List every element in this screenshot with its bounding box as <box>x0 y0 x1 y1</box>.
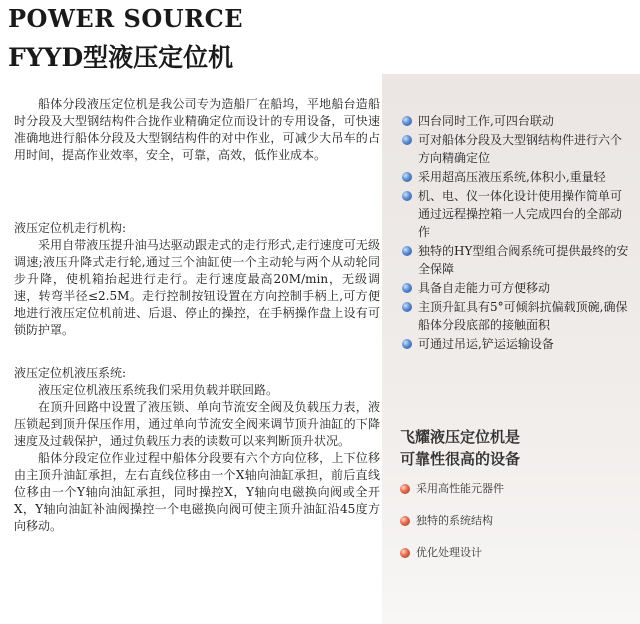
travel-paragraph: 采用自带液压提升油马达驱动跟走式的走行形式,走行速度可无级调速;液压升降式走行轮,通过三个油缸使一个主动轮与两个从动轮同步升降，使机箱抬起进行走行。走行速度最高20M/min，无级调速，转弯半径≤2.5M。走行控制按钮设置在方向控制手柄上,可方便地进行液压定位机前进、后退、停止的操控，在手柄操作盘上设有可锁防护罩。 <box>14 238 380 337</box>
title-chinese: FYYD型液压定位机 <box>8 43 234 72</box>
feature-item <box>402 298 630 334</box>
feature-item <box>402 335 630 353</box>
feature-text: 四台同时工作,可四台联动 <box>418 114 554 128</box>
hydraulic-paragraph-2: 在顶升回路中设置了液压锁、单向节流安全阀及负载压力表，液压锁起到顶升保压作用，通过单向节流安全阀来调节顶升油缸的下降速度及过载保护，通过负载压力表的读数可以来判断顶升状况。 <box>14 400 380 448</box>
feature-text: 主顶升缸具有5°可倾斜抗偏载顶碗,确保船体分段底部的接触面积 <box>418 300 628 332</box>
advantage-item <box>400 480 630 498</box>
advantage-text: 采用高性能元器件 <box>416 482 504 495</box>
blue-bullet-icon <box>402 246 412 256</box>
feature-item <box>402 112 630 130</box>
blue-bullet-icon <box>402 135 412 145</box>
red-bullet-icon <box>400 548 410 558</box>
feature-item <box>402 279 630 297</box>
advantage-item <box>400 544 630 562</box>
description-column <box>14 96 380 535</box>
feature-item <box>402 187 630 241</box>
red-bullet-icon <box>400 516 410 526</box>
feature-item <box>402 131 630 167</box>
feature-text: 具备自走能力可方便移动 <box>418 281 551 295</box>
blue-bullet-icon <box>402 191 412 201</box>
feature-list <box>402 112 630 354</box>
blue-bullet-icon <box>402 172 412 182</box>
blue-bullet-icon <box>402 116 412 126</box>
blue-bullet-icon <box>402 283 412 293</box>
feature-item <box>402 168 630 186</box>
hydraulic-paragraph-3: 船体分段定位作业过程中船体分段要有六个方向位移，上下位移由主顶升油缸承担，左右直线位移由一个X轴向油缸承担，前后直线位移由一个Y轴向油缸承担，同时操控X，Y轴向电磁换向阀或全开X，Y轴向油缸补油阀操控一个电磁换向阀可使主顶升油缸沿45度方向移动。 <box>14 451 380 533</box>
feature-text: 采用超高压液压系统,体积小,重量轻 <box>418 170 606 184</box>
travel-heading: 液压定位机走行机构: <box>14 221 127 235</box>
red-bullet-icon <box>400 484 410 494</box>
feature-text: 独特的HY型组合阀系统可提供最终的安全保障 <box>418 244 629 276</box>
intro-paragraph: 船体分段液压定位机是我公司专为造船厂在船坞，平地船台造船时分段及大型钢结构件合拢作业精确定位而设计的专用设备，可快速准确地进行船体分段及大型钢结构件的对中作业，可减少大吊车的占用时间，提高作业效率，安全，可靠，高效，低作业成本。 <box>14 97 380 162</box>
advantage-list <box>400 480 630 576</box>
advantage-text: 优化处理设计 <box>416 546 482 559</box>
hydraulic-paragraph-1: 液压定位机液压系统我们采用负载并联回路。 <box>38 383 279 397</box>
feature-text: 机、电、仪一体化设计使用操作简单可通过远程操控箱一人完成四台的全部动作 <box>418 189 623 239</box>
feature-text: 可对船体分段及大型钢结构件进行六个方向精确定位 <box>418 133 623 165</box>
feature-item <box>402 242 630 278</box>
feature-text: 可通过吊运,铲运运输设备 <box>418 337 554 351</box>
blue-bullet-icon <box>402 339 412 349</box>
advantage-item <box>400 512 630 530</box>
slogan-line-1: 飞耀液压定位机是 <box>400 428 521 446</box>
hydraulic-heading: 液压定位机液压系统: <box>14 366 127 380</box>
slogan-line-2: 可靠性很高的设备 <box>400 450 521 468</box>
advantage-text: 独特的系统结构 <box>416 514 493 527</box>
blue-bullet-icon <box>402 302 412 312</box>
slogan <box>400 426 630 470</box>
title-english: POWER SOURCE <box>8 4 244 33</box>
